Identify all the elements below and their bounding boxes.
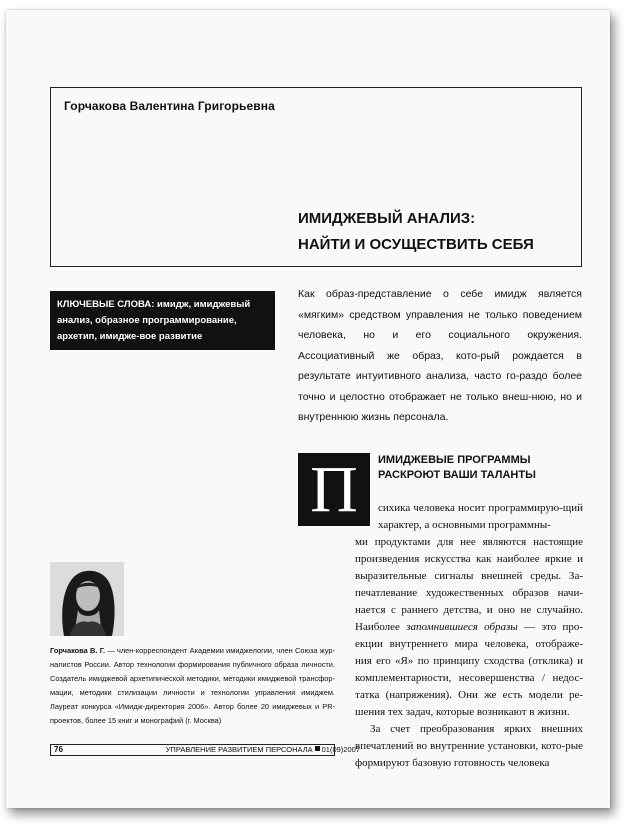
journal-issue: 01(09)2007 [321,745,360,754]
author-photo [50,562,124,636]
abstract-text: Как образ-представление о себе имидж является «мягким» средством управления не только поведением человека, но и его социального окружения. Ассоциативный же образ, кото-рый рождается в результате интуитивного анализа, часто го-раздо более точно и целостно отображает не только внеш-нюю, но и внутреннюю жизнь персонала. [298,288,582,423]
author-bio [50,644,335,728]
drop-cap: П [298,453,370,526]
body-paragraph-2: За счет преобразования ярких внешних впечатлений во внутренние установки, кото-рые формируют базовую готовность человека [355,723,583,769]
title-line-2: НАЙТИ И ОСУЩЕСТВИТЬ СЕБЯ [298,236,534,253]
square-separator-icon [315,746,320,751]
abstract [298,284,582,428]
page-number: 76 [54,745,63,754]
body-lead-lines: сихика человека носит программирую-щий характер, а основными программны- [378,502,583,531]
body-paragraph-1-main: ми продуктами для нее являются настоящие произведения искусства как наиболее яркие и выразительные сигналы внешней среды. За-печатлевание художественных образов начи-нается с раннего детства, и оно не случайно. Наиболее [355,536,583,633]
body-paragraph-1 [355,534,583,721]
section-heading: ИМИДЖЕВЫЕ ПРОГРАММЫ РАСКРОЮТ ВАШИ ТАЛАНТЫ [378,454,536,481]
footer-journal [166,745,360,755]
bio-text: — член-корреспондент Академии имиджелогии, член Союза жур-налистов России. Автор технологии формирования публичного образа личности. Создатель имиджевой архетипической методики, методики имиджевой трансфор-мации, методики стилизации личности и технологии управления имиджем. Лауреат конкурса «Имидж-директория 2006». Автор более 20 имиджевых и PR-проектов, более 15 книг и монографий (г. Москва) [50,646,335,725]
article-title [298,206,534,258]
title-line-1: ИМИДЖЕВЫЙ АНАЛИЗ: [298,210,476,227]
keywords-box: КЛЮЧЕВЫЕ СЛОВА: имидж, имиджевый анализ, образное программирование, архетип, имидже-вое развитие [50,291,275,350]
body-text [355,500,583,772]
bio-name: Горчакова В. Г. [50,646,106,655]
body-paragraph-1-end: — это про-екции внутреннего мира человека, отображе-ния его «Я» по принципу сходства (отклика) и комплементарности, несовершенства / недос-татка (напряжения). Они же есть модели ре-шения тех задач, которые возникают в жизни. [355,621,584,718]
journal-name: УПРАВЛЕНИЕ РАЗВИТИЕМ ПЕРСОНАЛА [165,745,313,754]
author-name: Горчакова Валентина Григорьевна [64,99,275,113]
body-emphasis: запомнившиеся образы [406,621,518,633]
